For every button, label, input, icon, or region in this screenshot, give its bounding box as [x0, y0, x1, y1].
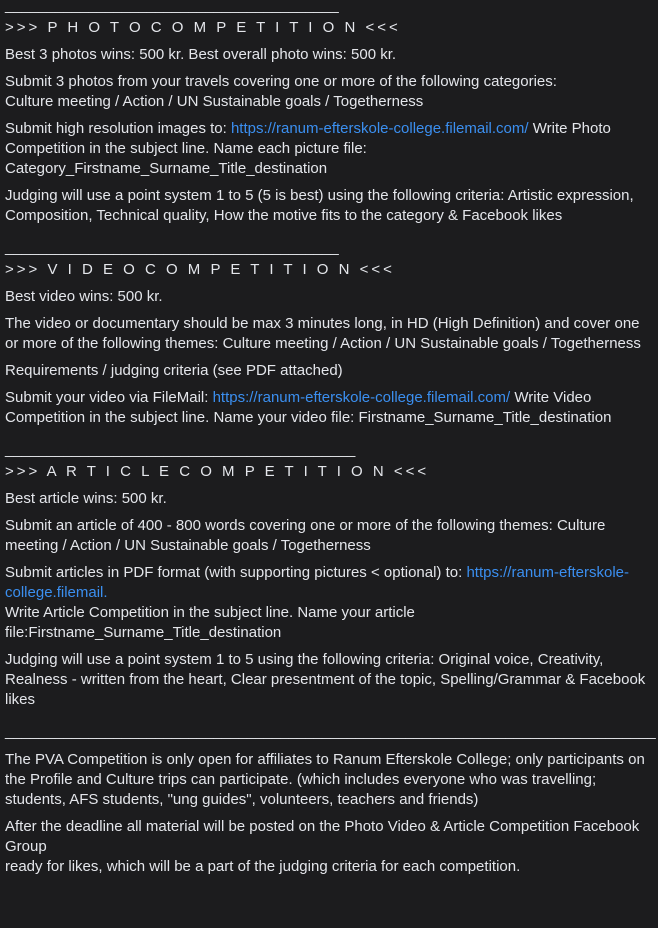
- divider: __________________________________________: [5, 441, 356, 458]
- article-upload: [5, 563, 653, 643]
- divider: ________________________________________: [5, 239, 339, 256]
- article-upload-prefix: Submit articles in PDF format (with supporting pictures < optional) to:: [5, 564, 467, 581]
- article-judging: Judging will use a point system 1 to 5 using the following criteria: Original voice, Creativity, Realness - written from the heart, Clear presentment of the topic, Spelling/Grammar & Facebook likes: [5, 651, 646, 708]
- article-competition-heading: >>> A R T I C L E C O M P E T I T I O N <<<: [5, 463, 430, 480]
- video-upload-link[interactable]: https://ranum-efterskole-college.filemail.com/: [212, 389, 511, 406]
- after-deadline-line-2: ready for likes, which will be a part of the judging criteria for each competition.: [5, 858, 521, 875]
- photo-upload: [5, 119, 653, 179]
- video-description: The video or documentary should be max 3 minutes long, in HD (High Definition) and cover one or more of the following themes: Culture meeting / Action / UN Sustainable goals / Togetherness: [5, 315, 641, 352]
- video-requirements: Requirements / judging criteria (see PDF attached): [5, 362, 343, 379]
- video-competition-heading: >>> V I D E O C O M P E T I T I O N <<<: [5, 261, 395, 278]
- photo-submit: [5, 72, 653, 112]
- photo-submit-text: Submit 3 photos from your travels covering one or more of the following categories:: [5, 73, 557, 90]
- photo-prize: Best 3 photos wins: 500 kr. Best overall photo wins: 500 kr.: [5, 46, 397, 63]
- article-upload-link[interactable]: https://ranum-efterskole-college.filemail.: [5, 564, 630, 601]
- video-upload-suffix: Write Video Competition in the subject line. Name your video file: Firstname_Surname_Title_destination: [5, 389, 612, 426]
- article-prize: Best article wins: 500 kr.: [5, 490, 167, 507]
- after-deadline-line-1: After the deadline all material will be posted on the Photo Video & Article Competition Facebook Group: [5, 818, 640, 855]
- photo-judging: Judging will use a point system 1 to 5 (5 is best) using the following criteria: Artistic expression, Composition, Technical quality, How the motive fits to the category & Facebook likes: [5, 187, 634, 224]
- divider: ______________________________________________________________________________: [5, 723, 656, 740]
- divider: ________________________________________: [5, 0, 339, 14]
- photo-categories: Culture meeting / Action / UN Sustainable goals / Togetherness: [5, 93, 424, 110]
- video-upload: [5, 388, 653, 428]
- photo-competition-heading: >>> P H O T O C O M P E T I T I O N <<<: [5, 19, 401, 36]
- photo-upload-prefix: Submit high resolution images to:: [5, 120, 231, 137]
- photo-upload-suffix: Write Photo Competition in the subject line. Name each picture file: Category_Firstname_Surname_Title_destination: [5, 120, 611, 177]
- article-subject-line: Write Article Competition in the subject line. Name your article file:Firstname_Surname_Title_destination: [5, 604, 415, 641]
- article-submit: Submit an article of 400 - 800 words covering one or more of the following themes: Culture meeting / Action / UN Sustainable goals / Togetherness: [5, 517, 606, 554]
- video-prize: Best video wins: 500 kr.: [5, 288, 163, 305]
- after-deadline-text: [5, 817, 653, 877]
- video-upload-prefix: Submit your video via FileMail:: [5, 389, 213, 406]
- photo-upload-link[interactable]: https://ranum-efterskole-college.filemail.com/: [230, 120, 529, 137]
- eligibility-text: The PVA Competition is only open for affiliates to Ranum Efterskole College; only participants on the Profile and Culture trips can participate. (which includes everyone who was travelling; students, AFS students, "ung guides", volunteers, teachers and friends): [5, 751, 645, 808]
